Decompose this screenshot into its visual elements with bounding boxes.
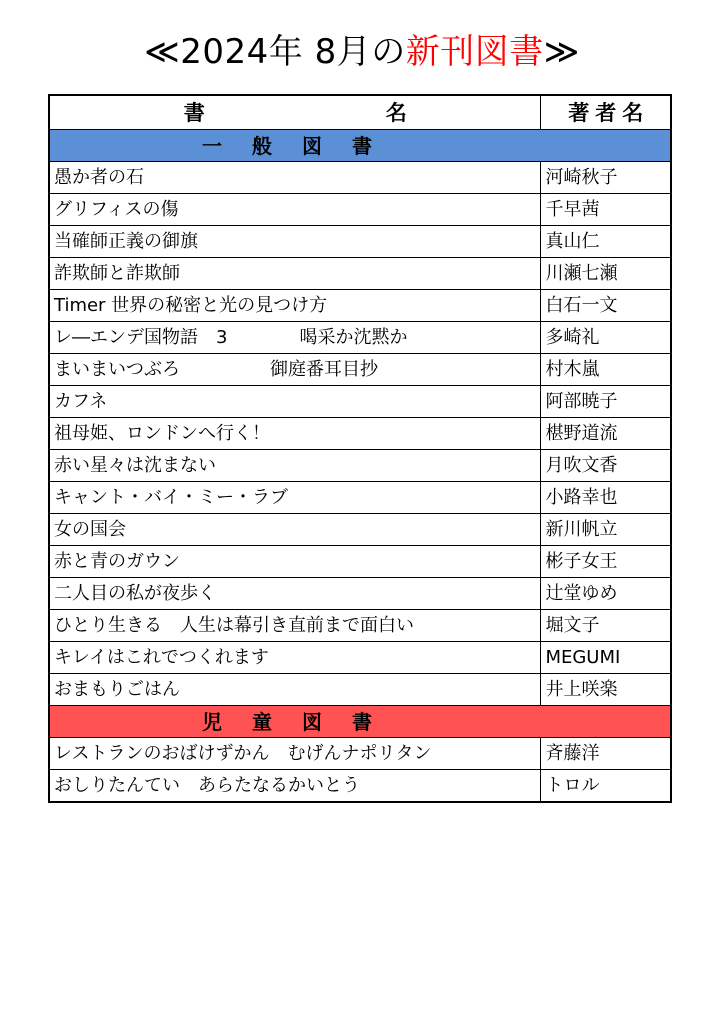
table-row (49, 450, 671, 482)
book-title-cell: 女の国会 (49, 514, 541, 546)
book-title-cell: 赤い星々は沈まない (49, 450, 541, 482)
section-header-cell (49, 130, 671, 162)
book-author-cell: 月吹文香 (541, 450, 671, 482)
book-author-cell: 阿部暁子 (541, 386, 671, 418)
book-author-cell: 村木嵐 (541, 354, 671, 386)
book-title-cell: Timer 世界の秘密と光の見つけ方 (49, 290, 541, 322)
table-row (49, 354, 671, 386)
column-header-author: 著者名 (541, 95, 671, 130)
book-author-cell: 小路幸也 (541, 482, 671, 514)
book-author-cell: 堀文子 (541, 610, 671, 642)
table-header-row (49, 95, 671, 130)
table-row (49, 546, 671, 578)
table-row (49, 610, 671, 642)
book-author-cell: 多崎礼 (541, 322, 671, 354)
column-header-title: 書 名 (49, 95, 541, 130)
table-row (49, 578, 671, 610)
book-author-cell: MEGUMI (541, 642, 671, 674)
section-header-children (49, 706, 671, 738)
book-author-cell: 千早茜 (541, 194, 671, 226)
section-header-general (49, 130, 671, 162)
book-author-cell: トロル (541, 770, 671, 803)
book-author-cell: 斉藤洋 (541, 738, 671, 770)
book-author-cell: 白石一文 (541, 290, 671, 322)
table-row (49, 322, 671, 354)
book-author-cell: 井上咲楽 (541, 674, 671, 706)
book-title-cell: キャント・バイ・ミー・ラブ (49, 482, 541, 514)
section-header-cell (49, 706, 671, 738)
table-row (49, 674, 671, 706)
title-highlight: 新刊図書 (405, 32, 544, 72)
table-row (49, 642, 671, 674)
book-title-cell: グリフィスの傷 (49, 194, 541, 226)
book-list-table (48, 94, 672, 803)
book-title-cell: おしりたんてい あらたなるかいとう (49, 770, 541, 803)
table-row (49, 770, 671, 803)
book-title-cell: カフネ (49, 386, 541, 418)
table-row (49, 386, 671, 418)
book-author-cell: 辻堂ゆめ (541, 578, 671, 610)
book-author-cell: 新川帆立 (541, 514, 671, 546)
section-label: 一般図書 (202, 133, 402, 158)
book-title-cell: キレイはこれでつくれます (49, 642, 541, 674)
book-author-cell: 河崎秋子 (541, 162, 671, 194)
book-title-cell: 愚か者の石 (49, 162, 541, 194)
book-title-cell: ひとり生きる 人生は幕引き直前まで面白い (49, 610, 541, 642)
page-title (0, 30, 724, 74)
table-row (49, 482, 671, 514)
table-row (49, 738, 671, 770)
book-list-body (49, 95, 671, 802)
book-title-cell: 詐欺師と詐欺師 (49, 258, 541, 290)
book-title-cell: おまもりごはん (49, 674, 541, 706)
book-author-cell: 椹野道流 (541, 418, 671, 450)
table-row (49, 258, 671, 290)
book-title-cell: レストランのおばけずかん むげんナポリタン (49, 738, 541, 770)
table-row (49, 194, 671, 226)
table-row (49, 162, 671, 194)
title-prefix: ≪2024年 8月の (144, 32, 406, 72)
book-title-cell: まいまいつぶろ 御庭番耳目抄 (49, 354, 541, 386)
book-title-cell: 二人目の私が夜歩く (49, 578, 541, 610)
book-title-cell: 祖母姫、ロンドンへ行く！ (49, 418, 541, 450)
title-suffix: ≫ (543, 32, 580, 72)
book-title-cell: 当確師正義の御旗 (49, 226, 541, 258)
table-row (49, 226, 671, 258)
book-title-cell: 赤と青のガウン (49, 546, 541, 578)
table-row (49, 514, 671, 546)
book-author-cell: 真山仁 (541, 226, 671, 258)
book-author-cell: 彬子女王 (541, 546, 671, 578)
book-title-cell: レ―エンデ国物語 3 喝采か沈黙か (49, 322, 541, 354)
book-author-cell: 川瀬七瀬 (541, 258, 671, 290)
table-row (49, 290, 671, 322)
table-row (49, 418, 671, 450)
section-label: 児童図書 (202, 709, 402, 734)
